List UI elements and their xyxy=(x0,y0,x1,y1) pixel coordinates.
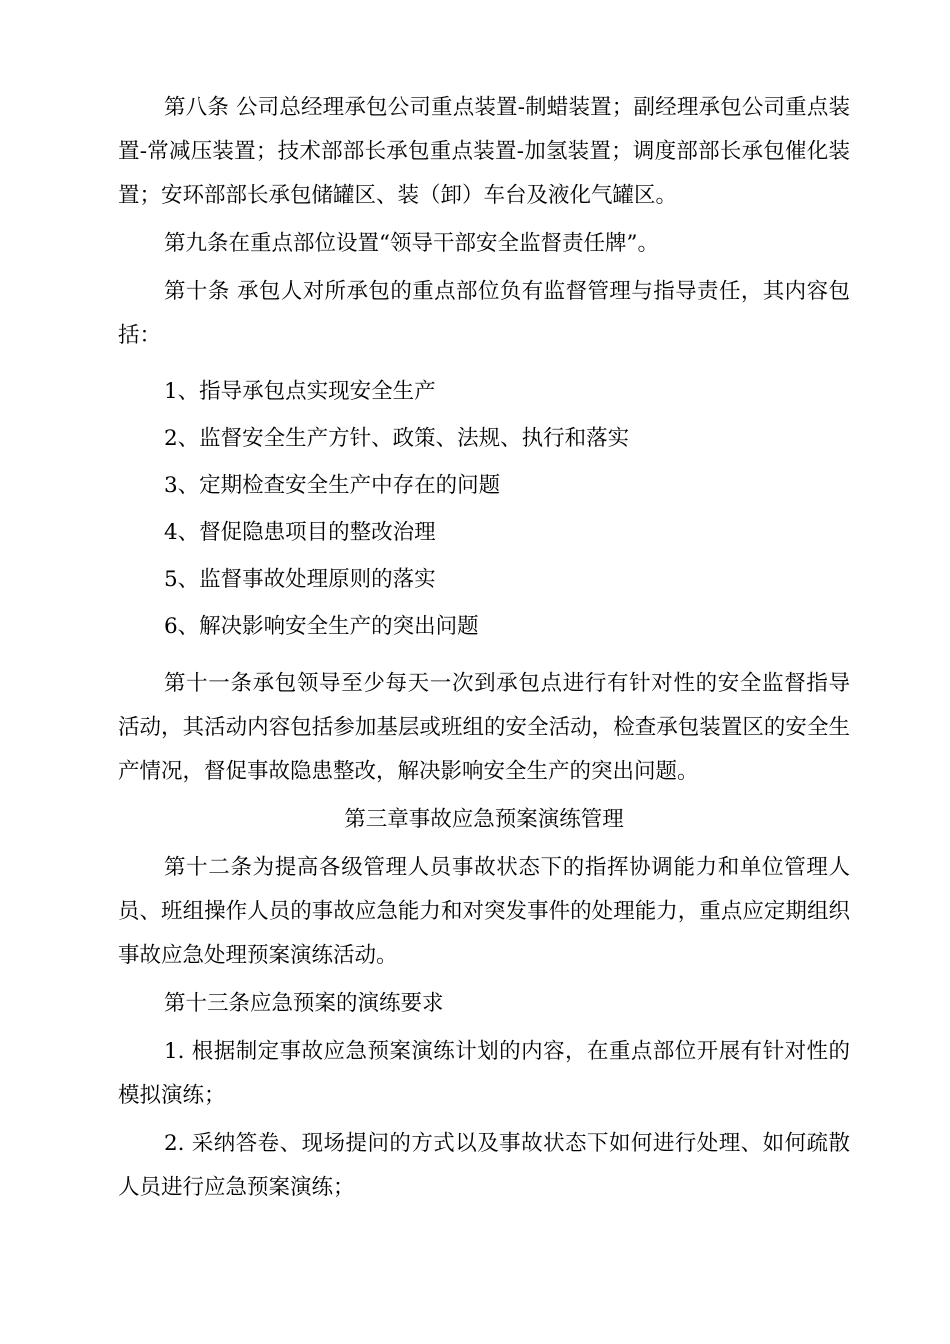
chapter-heading: 第三章事故应急预案演练管理 xyxy=(344,807,624,832)
requirement-item-1: 1. 根据制定事故应急预案演练计划的内容，在重点部位开展有针对性的模拟演练； xyxy=(118,1039,850,1108)
requirement-item-2: 2. 采纳答卷、现场提问的方式以及事故状态下如何进行处理、如何疏散人员进行应急预案演练； xyxy=(118,1131,850,1200)
list-item: 5、监督事故处理原则的落实 xyxy=(164,567,436,592)
article-12-paragraph: 第十二条为提高各级管理人员事故状态下的指挥协调能力和单位管理人员、班组操作人员的事故应急能力和对突发事件的处理能力，重点应定期组织事故应急处理预案演练活动。 xyxy=(118,855,850,968)
list-item: 2、监督安全生产方针、政策、法规、执行和落实 xyxy=(164,426,630,451)
article-10-paragraph: 第十条 承包人对所承包的重点部位负有监督管理与指导责任，其内容包括： xyxy=(118,279,850,348)
article-13-paragraph: 第十三条应急预案的演练要求 xyxy=(164,991,444,1016)
list-item: 1、指导承包点实现安全生产 xyxy=(164,379,436,404)
article-9-paragraph: 第九条在重点部位设置“领导干部安全监督责任牌”。 xyxy=(164,231,659,256)
article-8-paragraph: 第八条 公司总经理承包公司重点装置-制蜡装置；副经理承包公司重点装置-常减压装置；技术部部长承包重点装置-加氢装置；调度部部长承包催化装置；安环部部长承包储罐区、装（卸）车台及液化气罐区。 xyxy=(118,95,850,208)
list-item: 3、定期检查安全生产中存在的问题 xyxy=(164,473,501,498)
responsibility-list xyxy=(118,368,850,650)
document-page xyxy=(118,86,850,1214)
article-11-paragraph: 第十一条承包领导至少每天一次到承包点进行有针对性的安全监督指导活动，其活动内容包括参加基层或班组的安全活动，检查承包装置区的安全生产情况，督促事故隐患整改，解决影响安全生产的突出问题。 xyxy=(118,671,850,784)
list-item: 6、解决影响安全生产的突出问题 xyxy=(164,614,479,639)
list-item: 4、督促隐患项目的整改治理 xyxy=(164,520,436,545)
